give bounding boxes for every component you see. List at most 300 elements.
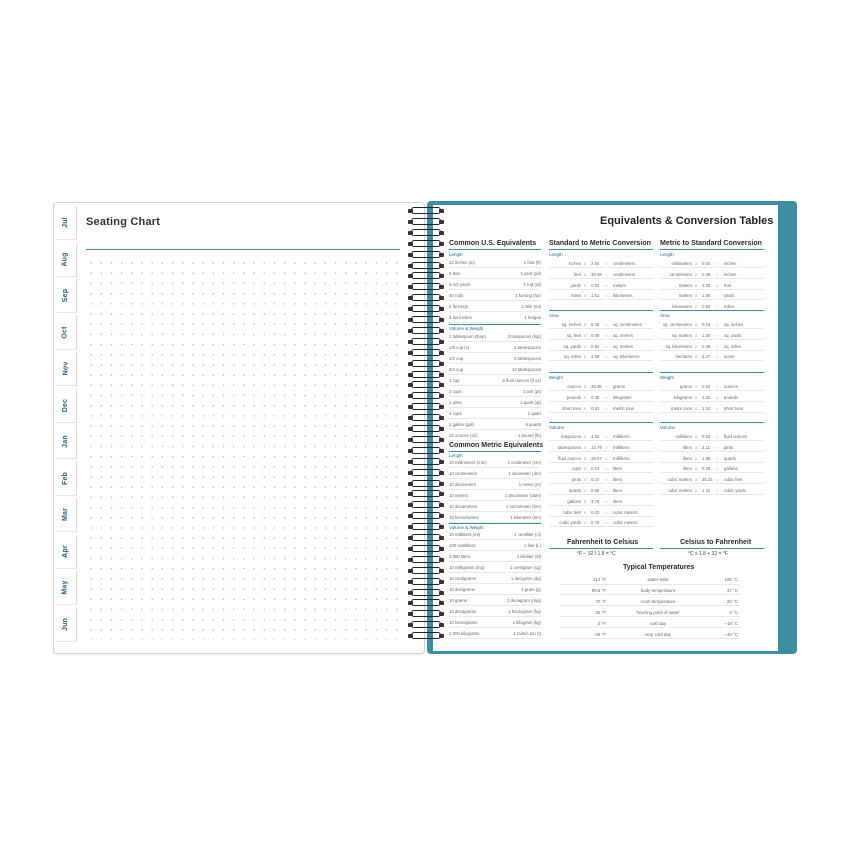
ring-loop (411, 283, 441, 290)
temperature-row (560, 596, 740, 607)
subheading-volume-weight: Volume & Weight (449, 525, 484, 531)
equiv-right: 1 decigram (dg) (510, 576, 541, 581)
equivalent-row (449, 607, 541, 617)
equiv-left: 1 cup (449, 378, 460, 383)
ring-hole (408, 427, 413, 431)
conversion-row (660, 403, 764, 413)
to-unit: sq. inches (724, 322, 744, 327)
equals-sign: = (716, 434, 719, 439)
equivalent-row (449, 469, 541, 479)
ring-loop (411, 371, 441, 378)
ring-loop (411, 207, 441, 214)
temperature-description: cold day (649, 620, 667, 626)
ring-loop (411, 523, 441, 530)
celsius-value: −18 °C (724, 620, 738, 626)
ring-loop (411, 229, 441, 236)
conversion-row (660, 392, 764, 402)
spiral-ring (407, 262, 445, 270)
month-tab-jan[interactable] (55, 425, 77, 459)
conversion-factor: 0.24 (591, 466, 600, 472)
ring-hole (439, 580, 444, 584)
spiral-ring (407, 610, 445, 618)
ring-hole (408, 525, 413, 529)
equivalent-row (449, 332, 541, 342)
ring-hole (439, 503, 444, 507)
ring-hole (439, 362, 444, 366)
from-unit: feet (573, 271, 581, 277)
multiply-sign: x (584, 405, 587, 411)
section-rule (449, 249, 541, 250)
from-unit: ounces (567, 384, 581, 389)
equals-sign: = (605, 261, 608, 266)
spiral-ring (407, 556, 445, 564)
fahrenheit-value: 0 °F (597, 620, 606, 626)
conversion-row (549, 330, 653, 340)
conversion-row (660, 453, 764, 463)
ring-hole (439, 373, 444, 377)
ring-hole (408, 383, 413, 387)
ring-hole (439, 460, 444, 464)
ring-hole (439, 318, 444, 322)
equivalent-row (449, 502, 541, 512)
equals-sign: = (605, 384, 608, 389)
ring-hole (439, 307, 444, 311)
from-unit: sq. kilometers (665, 343, 692, 349)
conversion-factor: 0.39 (702, 343, 711, 349)
to-unit: miles (724, 304, 735, 310)
ring-hole (439, 514, 444, 518)
spiral-ring (407, 338, 445, 346)
conversion-factor: 0.91 (591, 282, 600, 288)
typical-temps-heading: Typical Temperatures (623, 564, 695, 571)
equals-sign: = (716, 354, 719, 360)
from-unit: meters (678, 282, 692, 288)
section-rule (549, 422, 653, 423)
ring-hole (439, 264, 444, 268)
month-tab-feb[interactable] (55, 462, 77, 496)
month-tab-nov[interactable] (55, 352, 77, 386)
ring-hole (408, 285, 413, 289)
ring-hole (439, 242, 444, 246)
ring-hole (408, 296, 413, 300)
from-unit: kilometers (672, 304, 692, 310)
equivalent-row (449, 365, 541, 375)
section-rule (549, 310, 653, 311)
ring-loop (411, 545, 441, 552)
spiral-ring (407, 218, 445, 226)
conversion-row (549, 351, 653, 361)
spiral-ring (407, 305, 445, 313)
multiply-sign: x (584, 261, 587, 266)
to-unit: inches (724, 261, 737, 266)
equals-sign: = (605, 354, 608, 360)
equiv-left: 100 centiliters (449, 543, 476, 549)
ring-loop (411, 534, 441, 541)
ring-loop (411, 218, 441, 225)
ring-hole (408, 253, 413, 257)
conversion-row (660, 330, 764, 340)
equals-sign: = (605, 293, 608, 299)
month-tab-apr[interactable] (55, 535, 77, 569)
month-tab-oct[interactable] (55, 316, 77, 350)
conversion-factor: 0.47 (591, 477, 600, 483)
conversion-factor: 0.39 (702, 271, 711, 277)
multiply-sign: x (584, 282, 587, 288)
equivalent-row (449, 574, 541, 584)
from-unit: liters (682, 444, 692, 450)
equiv-right: 1 pint (pt) (522, 388, 541, 394)
conversion-factor: 0.04 (702, 384, 711, 389)
multiply-sign: x (695, 332, 698, 338)
conversion-row (660, 258, 764, 268)
equiv-right: 1 quart (527, 410, 541, 416)
ring-hole (408, 318, 413, 322)
ring-hole (408, 373, 413, 377)
month-tab-label: Jun (61, 617, 69, 631)
equivalent-row (449, 376, 541, 386)
month-tab-may[interactable] (55, 571, 77, 605)
conversion-factor: 2.20 (702, 394, 711, 400)
conversion-factor: 30.48 (591, 271, 602, 277)
ring-hole (408, 482, 413, 486)
ring-hole (439, 569, 444, 573)
equivalent-row (449, 280, 541, 290)
equiv-right: 1 kilometer (km) (510, 514, 541, 520)
ring-hole (408, 460, 413, 464)
equals-sign: = (716, 466, 719, 472)
equiv-right: 1 yard (yd) (520, 270, 541, 276)
ring-hole (408, 351, 413, 355)
from-unit: metric tons (670, 405, 692, 411)
temperature-description: very cold day (645, 631, 671, 637)
equiv-right: 1 centiliter (cl) (514, 532, 541, 538)
equiv-right: 1 decimeter (dm) (508, 470, 541, 476)
subheading-weight: Weight (549, 375, 563, 380)
subheading-weight: Weight (660, 375, 674, 380)
ring-hole (408, 612, 413, 616)
fahrenheit-value: 98.6 °F (591, 587, 606, 593)
conversion-page-title: Equivalents & Conversion Tables (600, 215, 774, 227)
equiv-left: 3/4 cup (449, 367, 464, 373)
from-unit: miles (570, 293, 581, 299)
equiv-right: 1 metric ton (t) (513, 630, 541, 636)
f-to-c-formula: °F − 32 / 1.8 = °C (577, 551, 616, 557)
to-unit: sq. centimeters (613, 322, 643, 327)
equiv-left: 12 inches (in) (449, 260, 475, 265)
ring-loop (411, 360, 441, 367)
multiply-sign: x (695, 477, 698, 483)
to-unit: pints (724, 444, 734, 450)
equiv-left: 16 ounces (oz) (449, 432, 478, 438)
from-unit: meters (678, 293, 692, 299)
section-rule (449, 451, 541, 452)
to-unit: kilometers (613, 293, 633, 299)
month-tab-label: Feb (61, 471, 69, 485)
month-tab-label: Nov (61, 361, 69, 376)
equals-sign: = (716, 394, 719, 400)
equals-sign: = (716, 488, 719, 493)
equivalent-row (449, 258, 541, 268)
temperature-description: freezing point of water (636, 609, 680, 615)
from-unit: tablespoons (557, 444, 581, 450)
month-tab-jun[interactable] (55, 608, 77, 642)
month-tab-dec[interactable] (55, 389, 77, 423)
ring-hole (439, 329, 444, 333)
equivalent-row (449, 458, 541, 468)
multiply-sign: x (695, 434, 698, 439)
equiv-right: 1 quart (qt) (519, 399, 541, 405)
ring-loop (411, 501, 441, 508)
conversion-factor: 0.03 (702, 434, 711, 439)
equals-sign: = (605, 498, 608, 504)
equiv-right: 1 foot (ft) (523, 260, 541, 265)
equiv-right: 1 decameter (dam) (504, 492, 541, 498)
multiply-sign: x (695, 394, 698, 400)
equiv-left: 10 grams (449, 597, 467, 603)
conversion-row (660, 341, 764, 351)
month-tab-label: Jan (61, 435, 69, 448)
subheading-volume: Volume (549, 425, 565, 430)
equivalent-row (449, 409, 541, 419)
ring-hole (408, 242, 413, 246)
spiral-ring (407, 403, 445, 411)
spiral-ring (407, 316, 445, 324)
ring-hole (439, 231, 444, 235)
to-unit: feet (724, 282, 732, 288)
temperature-row (560, 585, 740, 596)
equivalent-row (449, 491, 541, 501)
equals-sign: = (605, 455, 608, 461)
equivalent-row (449, 530, 541, 540)
spiral-ring (407, 567, 445, 575)
spiral-ring (407, 381, 445, 389)
f-to-c-heading: Fahrenheit to Celsius (567, 539, 639, 546)
ring-loop (411, 556, 441, 563)
spiral-ring (407, 360, 445, 368)
section-rule (660, 548, 764, 549)
section-rule (549, 249, 653, 250)
ring-hole (408, 209, 413, 213)
spiral-ring (407, 589, 445, 597)
equals-sign: = (605, 332, 608, 338)
equiv-left: 10 decameters (449, 503, 478, 509)
conversion-factor: 1.10 (702, 405, 711, 411)
subheading-volume-weight: Volume & Weight (449, 326, 484, 332)
ring-loop (411, 381, 441, 388)
temperature-row (560, 607, 740, 618)
equiv-right: 1 centigram (cg) (509, 565, 541, 571)
conversion-factor: 2.54 (591, 261, 600, 266)
celsius-value: 0 °C (729, 609, 738, 615)
month-tab-aug[interactable] (55, 243, 77, 277)
from-unit: sq. meters (671, 332, 692, 338)
ring-hole (408, 591, 413, 595)
ring-loop (411, 240, 441, 247)
ring-loop (411, 403, 441, 410)
spiral-ring (407, 414, 445, 422)
to-unit: cubic feet (724, 477, 743, 483)
conversion-factor: 2.47 (702, 354, 711, 360)
spiral-ring (407, 272, 445, 280)
section-rule (660, 310, 764, 311)
equivalent-row (449, 596, 541, 606)
section-rule (660, 372, 764, 373)
from-unit: inches (568, 261, 581, 266)
equivalent-row (449, 541, 541, 551)
equiv-left: 1/8 cup (c) (449, 345, 470, 351)
equals-sign: = (605, 477, 608, 483)
conversion-row (549, 517, 653, 527)
equivalent-row (449, 269, 541, 279)
from-unit: fluid ounces (558, 455, 581, 461)
multiply-sign: x (584, 488, 587, 493)
temperature-description: room temperature (640, 598, 676, 604)
ring-hole (408, 307, 413, 311)
conversion-factor: 0.76 (591, 520, 600, 526)
equals-sign: = (605, 271, 608, 277)
conversion-row (549, 381, 653, 391)
ring-hole (408, 231, 413, 235)
to-unit: liters (613, 466, 623, 472)
ring-hole (439, 285, 444, 289)
to-unit: cubic meters (613, 520, 638, 526)
ring-hole (408, 503, 413, 507)
month-tab-label: Dec (61, 398, 69, 412)
conversion-factor: 0.95 (591, 488, 600, 493)
equiv-left: 10 hectometers (449, 514, 479, 520)
equivalent-row (449, 387, 541, 397)
month-tab-jul[interactable] (55, 206, 77, 240)
multiply-sign: x (584, 271, 587, 277)
to-unit: liters (613, 498, 623, 504)
from-unit: gallons (567, 498, 581, 504)
conversion-factor: 1.61 (591, 293, 600, 299)
from-unit: hectares (675, 354, 692, 360)
multiply-sign: x (584, 455, 587, 461)
equals-sign: = (716, 271, 719, 277)
multiply-sign: x (695, 271, 698, 277)
multiply-sign: x (584, 293, 587, 299)
equals-sign: = (605, 343, 608, 349)
conversion-row (660, 463, 764, 473)
subheading-length: Length (660, 252, 674, 257)
equivalent-row (449, 563, 541, 573)
ring-loop (411, 512, 441, 519)
ring-hole (408, 438, 413, 442)
ring-loop (411, 599, 441, 606)
c-to-f-heading: Celsius to Fahrenheit (680, 539, 752, 546)
us-equivalents-heading: Common U.S. Equivalents (449, 240, 537, 247)
conversion-row (549, 392, 653, 402)
to-unit: ounces (724, 384, 738, 389)
ring-hole (408, 580, 413, 584)
celsius-value: 37 °C (726, 587, 738, 593)
ring-hole (439, 482, 444, 486)
equiv-right: 1 centimeter (cm) (507, 460, 541, 465)
equiv-left: 1 tablespoon (tbsp) (449, 334, 486, 340)
ring-hole (439, 536, 444, 540)
conversion-factor: 0.04 (702, 261, 711, 266)
equiv-right: 3 teaspoons (tsp) (507, 334, 541, 340)
conversion-row (660, 269, 764, 279)
ring-hole (408, 264, 413, 268)
ring-hole (439, 547, 444, 551)
equiv-right: 1 league (524, 314, 541, 320)
ring-hole (408, 536, 413, 540)
equivalent-row (449, 354, 541, 364)
conversion-row (549, 403, 653, 413)
multiply-sign: x (584, 322, 587, 327)
equals-sign: = (716, 444, 719, 450)
conversion-factor: 0.26 (702, 466, 711, 472)
multiply-sign: x (584, 477, 587, 483)
equals-sign: = (605, 444, 608, 450)
month-tab-mar[interactable] (55, 498, 77, 532)
from-unit: pounds (566, 394, 581, 400)
conversion-factor: 28.35 (591, 384, 602, 389)
month-tab-sep[interactable] (55, 279, 77, 313)
conversion-factor: 0.84 (591, 343, 600, 349)
equiv-right: 1 mile (mi) (520, 303, 541, 309)
equiv-right: 1 hectogram (hg) (508, 608, 541, 614)
conversion-factor: 0.91 (591, 405, 600, 411)
from-unit: pints (571, 477, 581, 483)
conversion-factor: 0.45 (591, 394, 600, 400)
spiral-ring (407, 425, 445, 433)
multiply-sign: x (695, 261, 698, 266)
conversion-row (660, 442, 764, 452)
to-unit: meters (613, 282, 627, 288)
equiv-right: 2 tablespoons (514, 345, 541, 351)
from-unit: cubic meters (667, 477, 692, 483)
equiv-left: 1 gallon (gal) (449, 421, 474, 427)
spiral-ring (407, 490, 445, 498)
equiv-left: 4 cups (449, 410, 462, 416)
from-unit: quarts (569, 488, 581, 493)
spiral-ring (407, 207, 445, 215)
ring-loop (411, 447, 441, 454)
ring-loop (411, 392, 441, 399)
month-tab-label: Oct (62, 325, 69, 339)
to-unit: quarts (724, 455, 736, 461)
to-unit: grams (613, 384, 625, 389)
equals-sign: = (716, 455, 719, 461)
conversion-row (660, 319, 764, 329)
ring-hole (439, 601, 444, 605)
ring-hole (408, 274, 413, 278)
equivalent-row (449, 420, 541, 430)
equiv-left: 10 decimeters (449, 481, 476, 487)
from-unit: milliliters (675, 434, 692, 439)
conversion-factor: 3.79 (591, 498, 600, 504)
ring-loop (411, 458, 441, 465)
conversion-row (660, 351, 764, 361)
ring-hole (408, 569, 413, 573)
ring-hole (408, 340, 413, 344)
equals-sign: = (605, 282, 608, 288)
equiv-left: 5-1/2 yards (449, 281, 471, 287)
spiral-ring (407, 458, 445, 466)
from-unit: sq. feet (566, 332, 581, 338)
to-unit: centimeters (613, 271, 636, 277)
conversion-row (549, 442, 653, 452)
conversion-row (549, 280, 653, 290)
equiv-left: 3 feet (449, 270, 460, 276)
ring-hole (408, 471, 413, 475)
to-unit: short tons (724, 405, 743, 411)
spiral-ring (407, 371, 445, 379)
ring-loop (411, 567, 441, 574)
